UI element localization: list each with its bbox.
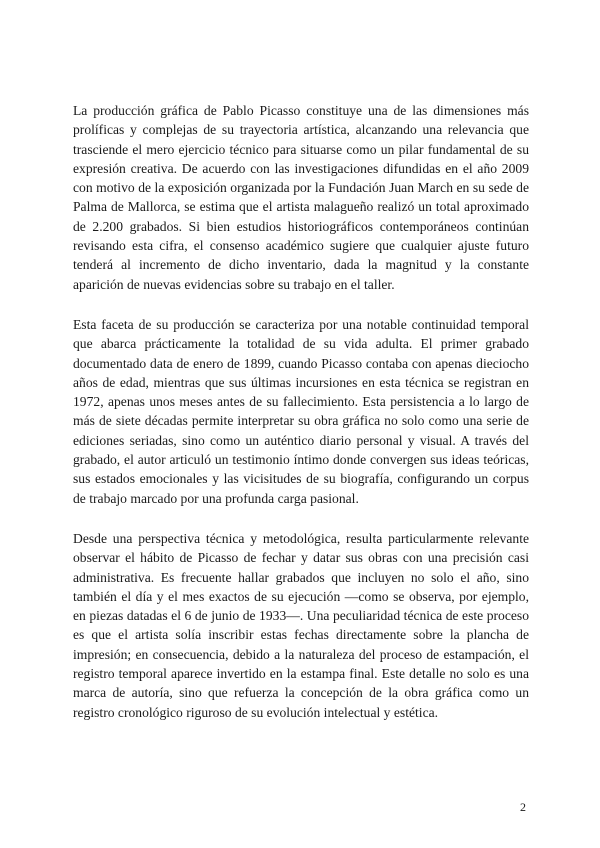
paragraph-1: La producción gráfica de Pablo Picasso constituye una de las dimensiones más prolíficas y complejas de su trayectoria artística, alcanzando una relevancia que trasciende el mero ejercicio técnico para situarse como un pilar fundamental de su expresión creativa. De acuerdo con las investigaciones difundidas en el año 2009 con motivo de la exposición organizada por la Fundación Juan March en su sede de Palma de Mallorca, se estima que el artista malagueño realizó un total aproximado de 2.200 grabados. Si bien estudios historiográficos contemporáneos continúan revisando esta cifra, el consenso académico sugiere que cualquier ajuste futuro tenderá al incremento de dicho inventario, dada la magnitud y la constante aparición de nuevas evidencias sobre su trabajo en el taller.: [73, 103, 529, 292]
paragraph-3: Desde una perspectiva técnica y metodológica, resulta particularmente relevante observar el hábito de Picasso de fechar y datar sus obras con una precisión casi administrativa. Es frecuente hallar grabados que incluyen no solo el año, sino también el día y el mes exactos de su ejecución —como se observa, por ejemplo, en piezas datadas el 6 de junio de 1933—. Una peculiaridad técnica de este proceso es que el artista solía inscribir estas fechas directamente sobre la plancha de impresión; en consecuencia, debido a la naturaleza del proceso de estampación, el registro temporal aparece invertido en la estampa final. Este detalle no solo es una marca de autoría, sino que refuerza la concepción de la obra gráfica como un registro cronológico riguroso de su evolución intelectual y estética.: [73, 530, 529, 720]
page-number: 2: [520, 800, 526, 814]
paragraph-2: Esta faceta de su producción se caracteriza por una notable continuidad temporal que abarca prácticamente la totalidad de su vida adulta. El primer grabado documentado data de enero de 1899, cuando Picasso contaba con apenas dieciocho años de edad, mientras que sus últimas incursiones en esta técnica se registran en 1972, apenas unos meses antes de su fallecimiento. Esta persistencia a lo largo de más de siete décadas permite interpretar su obra gráfica no solo como una serie de ediciones seriadas, sino como un auténtico diario personal y visual. A través del grabado, el autor articuló un testimonio íntimo donde convergen sus ideas teóricas, sus estados emocionales y las vicisitudes de su biografía, configurando un corpus de trabajo marcado por una profunda carga pasional.: [73, 316, 529, 506]
body-text: [73, 101, 529, 743]
